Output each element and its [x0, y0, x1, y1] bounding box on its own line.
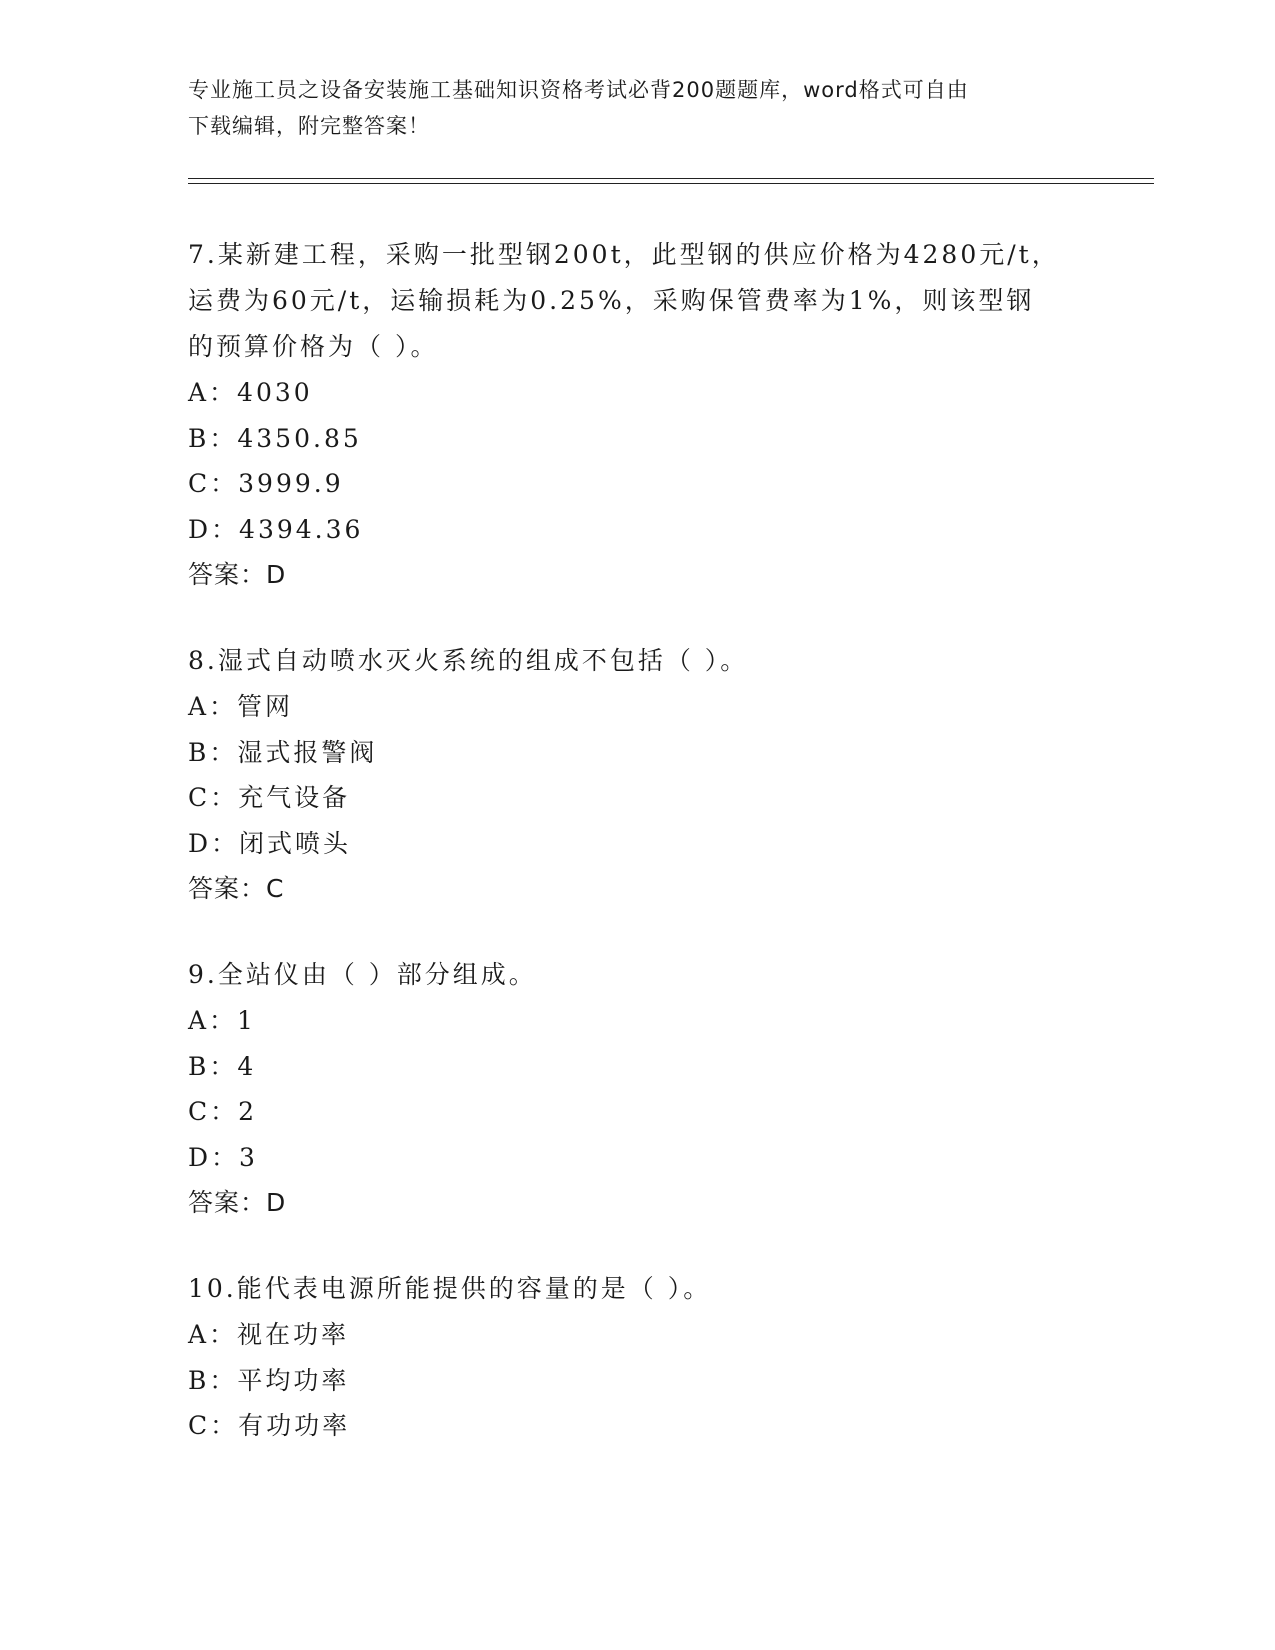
question-line: 的预算价格为（ ）。 [188, 332, 439, 361]
question-text [188, 232, 1088, 370]
option-d: D：3 [188, 1142, 258, 1172]
question-7 [188, 232, 1088, 598]
option-b: B：平均功率 [188, 1365, 350, 1395]
question-text [188, 1266, 1088, 1312]
question-10 [188, 1266, 1088, 1449]
header-divider-bottom [188, 183, 1154, 184]
answer: 答案：D [188, 560, 287, 589]
question-line: 10.能代表电源所能提供的容量的是（ ）。 [188, 1274, 712, 1303]
option-c: C：2 [188, 1097, 258, 1126]
question-list [188, 232, 1088, 1489]
option-a: A：1 [188, 1006, 256, 1035]
option-a: A：4030 [188, 378, 313, 407]
question-line: 9.全站仪由（ ）部分组成。 [188, 960, 537, 989]
question-text [188, 638, 1088, 684]
question-line: 8.湿式自动喷水灭火系统的组成不包括（ ）。 [188, 646, 749, 675]
option-c: C：有功功率 [188, 1411, 351, 1440]
option-d: D：4394.36 [188, 514, 364, 544]
question-text [188, 952, 1088, 998]
option-a: A：管网 [188, 692, 294, 721]
option-b: B：4 [188, 1051, 257, 1081]
option-c: C：3999.9 [188, 469, 344, 498]
option-c: C：充气设备 [188, 783, 351, 812]
question-9 [188, 952, 1088, 1226]
answer: 答案：D [188, 1188, 287, 1217]
question-line: 运费为60元/t，运输损耗为0.25%，采购保管费率为1%，则该型钢 [188, 286, 1035, 315]
option-a: A：视在功率 [188, 1320, 350, 1349]
option-d: D：闭式喷头 [188, 828, 352, 858]
header-divider-top [188, 178, 1154, 179]
option-b: B：4350.85 [188, 423, 362, 453]
question-line: 7.某新建工程，采购一批型钢200t，此型钢的供应价格为4280元/t， [188, 240, 1060, 269]
header-line-2: 下载编辑，附完整答案！ [188, 114, 430, 138]
answer: 答案：C [188, 874, 285, 903]
document-header [188, 72, 1088, 144]
option-b: B：湿式报警阀 [188, 737, 378, 767]
header-line-1: 专业施工员之设备安装施工基础知识资格考试必背200题题库，word格式可自由 [188, 78, 969, 102]
question-8 [188, 638, 1088, 912]
